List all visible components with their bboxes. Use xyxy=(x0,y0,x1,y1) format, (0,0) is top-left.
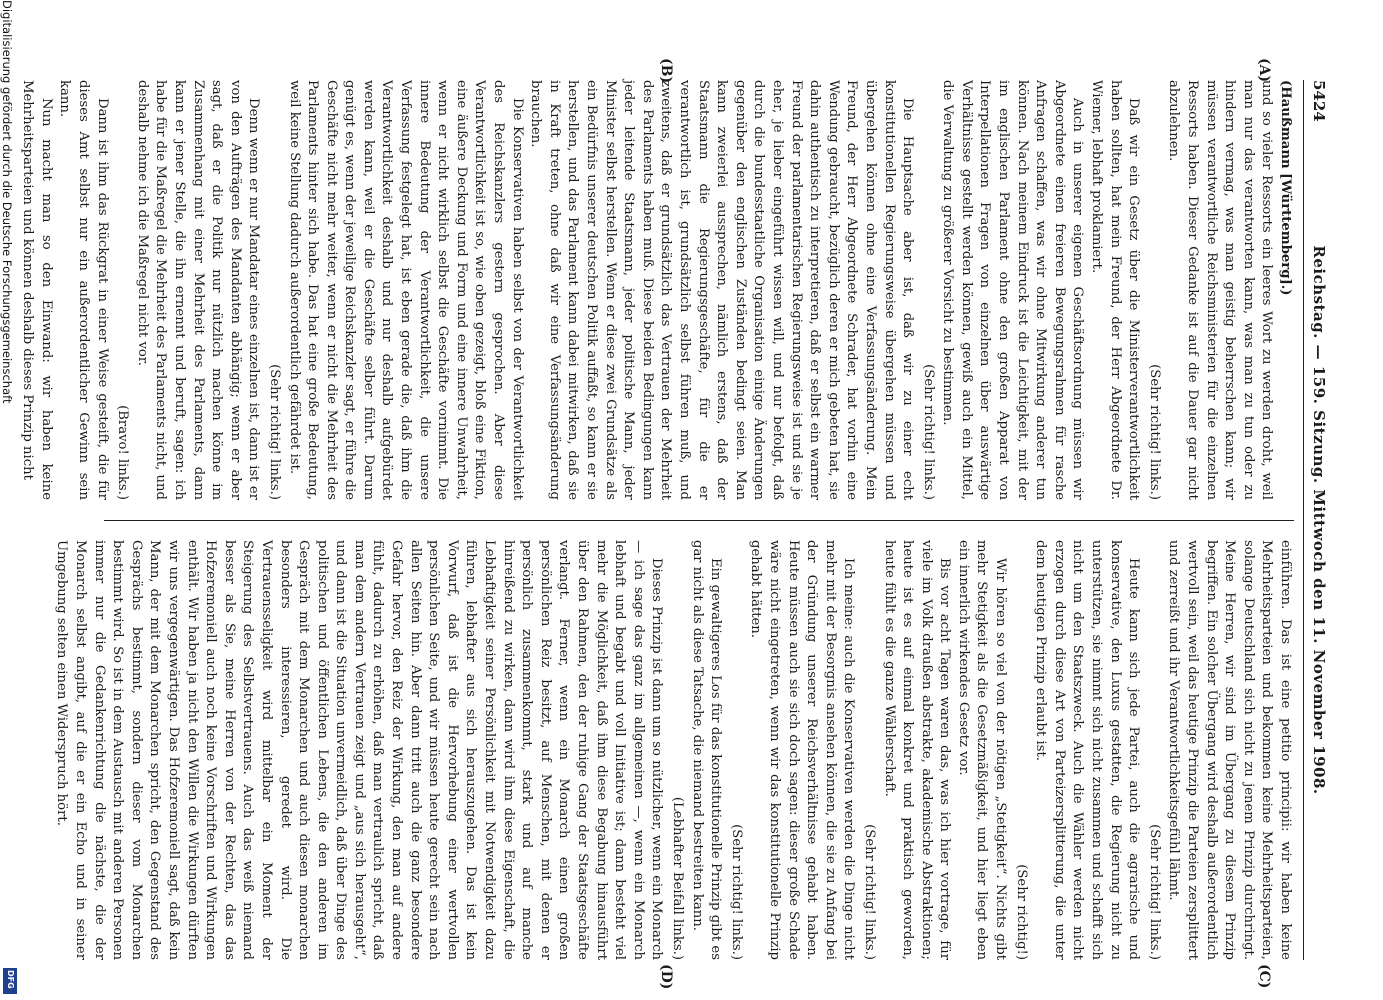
digitization-credit: Digitalisierung gefördert durch die Deutsche Forschungsgemeinschaft xyxy=(0,0,14,404)
margin-marker-a: (A) xyxy=(1256,58,1272,83)
paragraph: Bis vor acht Tagen waren das, was ich hier vortrage, für viele im Volk draußen abstrakte, akademische Abstraktionen; heute ist es auf einmal konkret und praktisch geworden, heute fühlt es die ganze Wählerschaft. xyxy=(881,540,953,960)
paragraph: Heute kann sich jede Partei, auch die agrarische und konservative, den Luxus gestatten, die Regierung nicht zu unterstützen, sie nimmt sich nicht zusammen und schafft sich nicht um den Staatszweck. Auch die Wähler werden nicht erzogen durch diese Art von Parteizersplitterung, die unter dem heutigen Prinzip erlaubt ist. xyxy=(1033,540,1142,960)
paragraph: Die Konservativen haben selbst von der Verantwortlichkeit des Reichskanzlers gestern gesprochen. Aber diese Verantwortlichkeit ist so, wie oben gezeigt, bloß eine Fiktion, eine äußere Deckung und Form und eine innere Unwahrheit, wenn er nicht wirklich selbst die Geschäfte vornimmt. Die innere Bedeutung der Verantwortlichkeit, die unsere Verfassung festgelegt hat, ist eben gerade die, daß ihm die Verantwortlichkeit deshalb und nur deshalb aufgebürdet werden kann, weil er die Geschäfte selber führt. Darum genügt es, wenn der jeweilige Reichskanzler sagt, er führe die Geschäfte nicht mehr weiter, wenn er nicht die Mehrheit des Parlaments hinter sich habe. Das hat eine große Bedeutung, weil keine Stellung dadurch außerordentlich gefährdet ist. xyxy=(286,80,525,500)
paragraph: Daß wir ein Gesetz über die Ministerverantwortlichkeit haben sollten, hat mein Freund, der Herr Abgeordnete Dr. Wiemer, lebhaft proklamiert. xyxy=(1089,80,1142,500)
page-header xyxy=(1303,80,1334,960)
paragraph: und so vieler Ressorts ein leeres Wort zu werden droht, weil man nur das verantworten kann, was man zu tun oder zu hindern vermag, was man geistig beherrschen kann; wir müssen verantwortliche Reichsministerien für die einzelnen Ressorts haben. Dieser Gedanke ist auf die Dauer gar nicht abzulehnen. xyxy=(1166,80,1275,500)
paragraph: Wir hören so viel von der nötigen „Stetigkeit“. Nichts gibt mehr Stetigkeit als die Gesetzmäßigkeit, und hier liegt eben ein innerlich wirkendes Gesetz vor. xyxy=(955,540,1009,960)
interjection: (Sehr richtig! links.) xyxy=(1146,364,1162,500)
dfg-logo: DFG xyxy=(3,968,17,994)
interjection: (Sehr richtig! links.) xyxy=(728,824,744,960)
paragraph: Dieses Prinzip ist dann um so nützlicher, wenn ein Monarch — ich sage das ganz im allgemeinen —, wenn ein Monarch lebhaft und begabt und voll Initiative ist; dann besteht viel mehr die Möglichkeit, daß ihm diese Begabung hinausführt über den Rahmen, den der ruhige Gang der Staatsgeschäfte verlangt. Ferner, wenn ein Monarch einen großen persönlichen Reiz besitzt, auf Menschen, mit denen er persönlich zusammenkommt, stark und auf manche hinreißend zu wirken, dann wird ihm diese Eigenschaft, die Lebhaftigkeit seiner Persönlichkeit mit Notwendigkeit dazu führen, lebhafter aus sich herauszugehen. Das ist kein Vorwurf, daß ist die Hervorhebung einer wertvollen persönlichen Seite, und wir müssen heute gerecht sein nach allen Seiten hin. Aber dann tritt auch die ganz besondere Gefahr hervor, den Reiz der Wirkung, den man auf andere fühlt, dadurch zu erhöhen, daß man vertraulich spricht, daß man dem andern Vertrauen zeigt und „aus sich herausgeht“, und dann ist die Situation unvermeidlich, daß über Dinge des politischen und öffentlichen Lebens, die den anderen im Gespräch mit dem Monarchen und auch diesen monarchen besonders interessieren, geredet wird. Die Vertrauensseligkeit wird mittelbar ein Moment der Steigerung des Selbstvertrauens. Auch das weiß niemand besser als Sie, meine Herren von der Rechten, das das Hofzeremoniell auch noch keine Vorschriften und Wirkungen enthält. Wir haben ja nicht den Willen die Wirkungen dürften wir uns vergegenwärtigen. Das Hofzeremoniell sagt, daß kein Mann, der mit dem Monarchen spricht, den Gegenstand des Gesprächs bestimmt, sondern dieser vom Monarchen bestimmt wird. So ist in dem Austausch mit anderen Personen immer nur die Gedankenrichtung die nächste, die der Monarch selbst angibt, auf die er ein Echo und in seiner Umgebung selten einen Widerspruch hört. xyxy=(54,540,665,960)
paragraph: Die Hauptsache aber ist, daß wir zu einer echt konstitutionellen Regierungsweise übergehen müssen und übergehen können ohne eine Verfassungsänderung. Mein Freund, der Herr Abgeordnete Schrader, hat vorhin eine Wendung gebraucht, bezüglich deren er mich gebeten hat, sie dahin authentisch zu interpretieren, daß er selbst ein warmer Freund der parlamentarischen Regierungsweise ist und sie je eher, je lieber eingeführt wissen will, und nur befolgt, daß durch die bundesstaatliche Organisation einige Änderungen gegenüber den englischen Zuständen bedingt seien. Man kann zweierlei aussprechen, nämlich erstens, daß der Staatsmann die Regierungsgeschäfte, für die er verantwortlich ist, grundsätzlich selbst führen muß, und zweitens, daß er grundsätzlich das Vertrauen der Mehrheit des Parlaments haben muß. Diese beiden Bedingungen kann jeder leitende Staatsmann, jeder politische Mann, jeder Minister selbst herstellen. Wenn er diese zwei Grundsätze als ein Bedürfnis unserer deutschen Politik auffaßt, so kann er sie herstellen, und das Parlament kann dabei mitwirken, daß sie in Kraft treten, ohne daß wir eine Verfassungsänderung brauchen. xyxy=(528,80,916,500)
page-title: Reichstag. — 159. Sitzung. Mittwoch den 11. November 1908. xyxy=(1310,245,1328,795)
interjection: (Bravo! links.) xyxy=(115,405,131,500)
interjection: (Sehr richtig! links.) xyxy=(861,824,877,960)
column-divider xyxy=(104,520,1294,521)
interjection: (Sehr richtig! links.) xyxy=(266,364,282,500)
paragraph: Dann ist ihm das Rückgrat in einer Weise gesteift, die für dieses Amt selbst nur ein außerordentlicher Gewinn sein kann. xyxy=(57,80,110,500)
paragraph: einführen. Das ist eine petitio principii: wir haben keine Mehrheitsparteien und bekommen keine Mehrheitsparteien, solange Deutschland sich nicht zu jenem Prinzip durchringt. Meine Herren, wir sind im Übergang zu diesem Prinzip begriffen. Ein solcher Übergang wird deshalb außerordentlich wertvoll sein, weil das heutige Prinzip die Parteien zersplittert und zerreißt und ihr Verantwortlichkeitsgefühl lähmt. xyxy=(1166,540,1293,960)
scanned-page xyxy=(20,58,1334,990)
interjection: (Lebhafter Beifall links.) xyxy=(670,796,685,960)
margin-marker-d: (D) xyxy=(658,964,674,990)
interjection: (Sehr richtig!) xyxy=(1013,864,1029,960)
page-number: 5424 xyxy=(1310,80,1328,122)
speaker-name: (Haußmann [Württemberg].) xyxy=(1278,80,1293,296)
margin-marker-c: (C) xyxy=(1256,964,1272,989)
paragraph: Ein gewaltigeres Los für das konstitutionelle Prinzip gibt es gar nicht als diese Tatsache, die niemand bestreiten kann. xyxy=(689,540,724,960)
margin-marker-b: (B) xyxy=(658,58,674,84)
paragraph: Denn wenn er nur Mandatar eines einzelnen ist, dann ist er von den Aufträgen des Mandanten abhängig; wenn er aber sagt, daß er die Politik nur nützlich machen könne im Zusammenhang mit einer Mehrheit des Parlaments, dann kann er jener Stelle, die ihn ernennt und beruft, sagen: ich habe für die Maßregel die Mehrheit des Parlaments nicht, und deshalb nehme ich die Maßregel nicht vor. xyxy=(134,80,262,500)
paragraph: Nun macht man so den Einwand: wir haben keine Mehrheitsparteien und können deshalb dieses Prinzip nicht xyxy=(20,80,54,500)
interjection: (Sehr richtig! links.) xyxy=(1146,824,1162,960)
paragraph: Auch in unserer eigenen Geschäftsordnung müssen wir Abgeordnete einen freieren Bewegungsrahmen für rasche Anfragen schaffen, was wir ohne Mitwirkung anderer tun können. Nach meinem Eindruck ist die Leichtigkeit, mit der im englischen Parlament ohne den großen Apparat von Interpellationen Fragen von einzelnen über auswärtige Verhältnisse gestellt werden können, gewiß auch ein Mittel, die Verwaltung zu größerer Vorsicht zu bestimmen. xyxy=(940,80,1086,500)
right-column xyxy=(54,540,1294,961)
paragraph: Ich meine: auch die Konservativen werden die Dinge nicht mehr mit der Besorgnis ansehen können, die sie zu Anfang bei der Gründung unserer Reichsverhältnisse gehabt haben. Heute müssen auch sie sich doch sagen: dieser große Schade wäre nicht eingetreten, wenn wir das konstitutionelle Prinzip gehabt hätten. xyxy=(748,540,857,961)
left-column xyxy=(20,80,1294,500)
interjection: (Sehr richtig! links.) xyxy=(920,364,936,500)
